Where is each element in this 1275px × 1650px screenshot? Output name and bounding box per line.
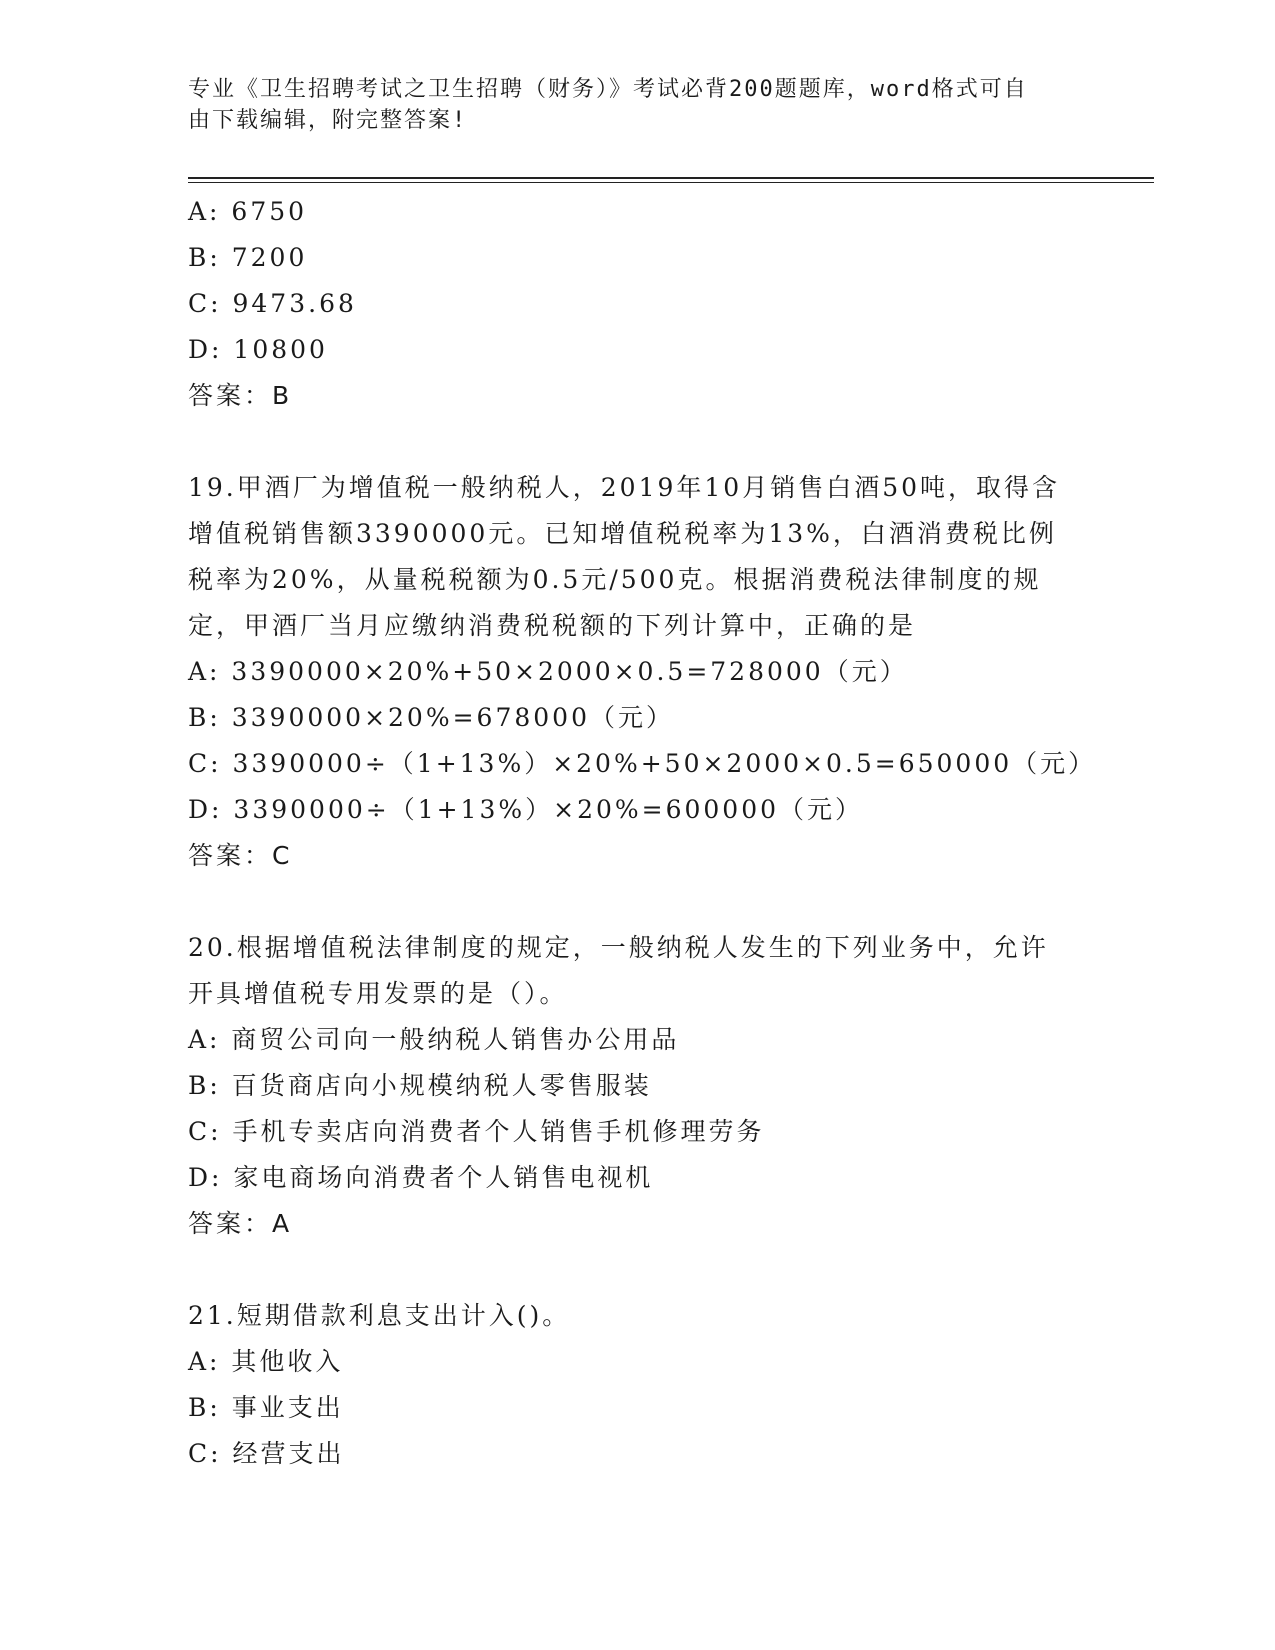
question-stem-line: 开具增值税专用发票的是（）。 (188, 979, 568, 1008)
question-content (188, 189, 1097, 1477)
question-stem-line: 定，甲酒厂当月应缴纳消费税税额的下列计算中，正确的是 (188, 611, 917, 640)
option-a: A: 3390000×20%+50×2000×0.5=728000（元） (188, 657, 908, 686)
question-stem-line: 19.甲酒厂为增值税一般纳税人，2019年10月销售白酒50吨，取得含 (188, 473, 1061, 502)
option-d: D: 家电商场向消费者个人销售电视机 (188, 1163, 654, 1192)
question-stem-line: 20.根据增值税法律制度的规定，一般纳税人发生的下列业务中，允许 (188, 933, 1049, 962)
header-divider-thick (188, 177, 1154, 179)
question-stem-line: 增值税销售额3390000元。已知增值税税率为13%，白酒消费税比例 (188, 519, 1057, 548)
question-stem-line: 21.短期借款利息支出计入()。 (188, 1301, 571, 1330)
header-divider-thin (188, 182, 1154, 183)
question-18 (188, 189, 1088, 419)
question-21 (188, 1293, 1088, 1477)
option-a: A: 其他收入 (188, 1347, 344, 1376)
option-d: D: 10800 (188, 335, 328, 364)
option-c: C: 经营支出 (188, 1439, 345, 1468)
option-d: D: 3390000÷（1+13%）×20%=600000（元） (188, 795, 864, 824)
spacer (188, 419, 1088, 465)
question-19 (188, 465, 1097, 879)
answer-line: 答案：A (188, 1209, 293, 1238)
option-b: B: 百货商店向小规模纳税人零售服装 (188, 1071, 652, 1100)
option-b: B: 7200 (188, 243, 308, 272)
answer-line: 答案：C (188, 841, 293, 870)
question-stem-line: 税率为20%，从量税税额为0.5元/500克。根据消费税法律制度的规 (188, 565, 1042, 594)
answer-line: 答案：B (188, 381, 293, 410)
spacer (188, 879, 1088, 925)
header-line-2: 由下载编辑，附完整答案! (188, 108, 468, 133)
option-a: A: 商贸公司向一般纳税人销售办公用品 (188, 1025, 680, 1054)
option-b: B: 事业支出 (188, 1393, 344, 1422)
spacer (188, 1247, 1088, 1293)
header-line-1: 专业《卫生招聘考试之卫生招聘（财务）》考试必背200题题库，word格式可自 (188, 77, 1028, 102)
option-c: C: 3390000÷（1+13%）×20%+50×2000×0.5=650000（元） (188, 749, 1097, 778)
document-header (188, 74, 1068, 136)
question-20 (188, 925, 1088, 1247)
option-b: B: 3390000×20%=678000（元） (188, 703, 674, 732)
option-c: C: 手机专卖店向消费者个人销售手机修理劳务 (188, 1117, 765, 1146)
option-c: C: 9473.68 (188, 289, 357, 318)
option-a: A: 6750 (188, 197, 308, 226)
